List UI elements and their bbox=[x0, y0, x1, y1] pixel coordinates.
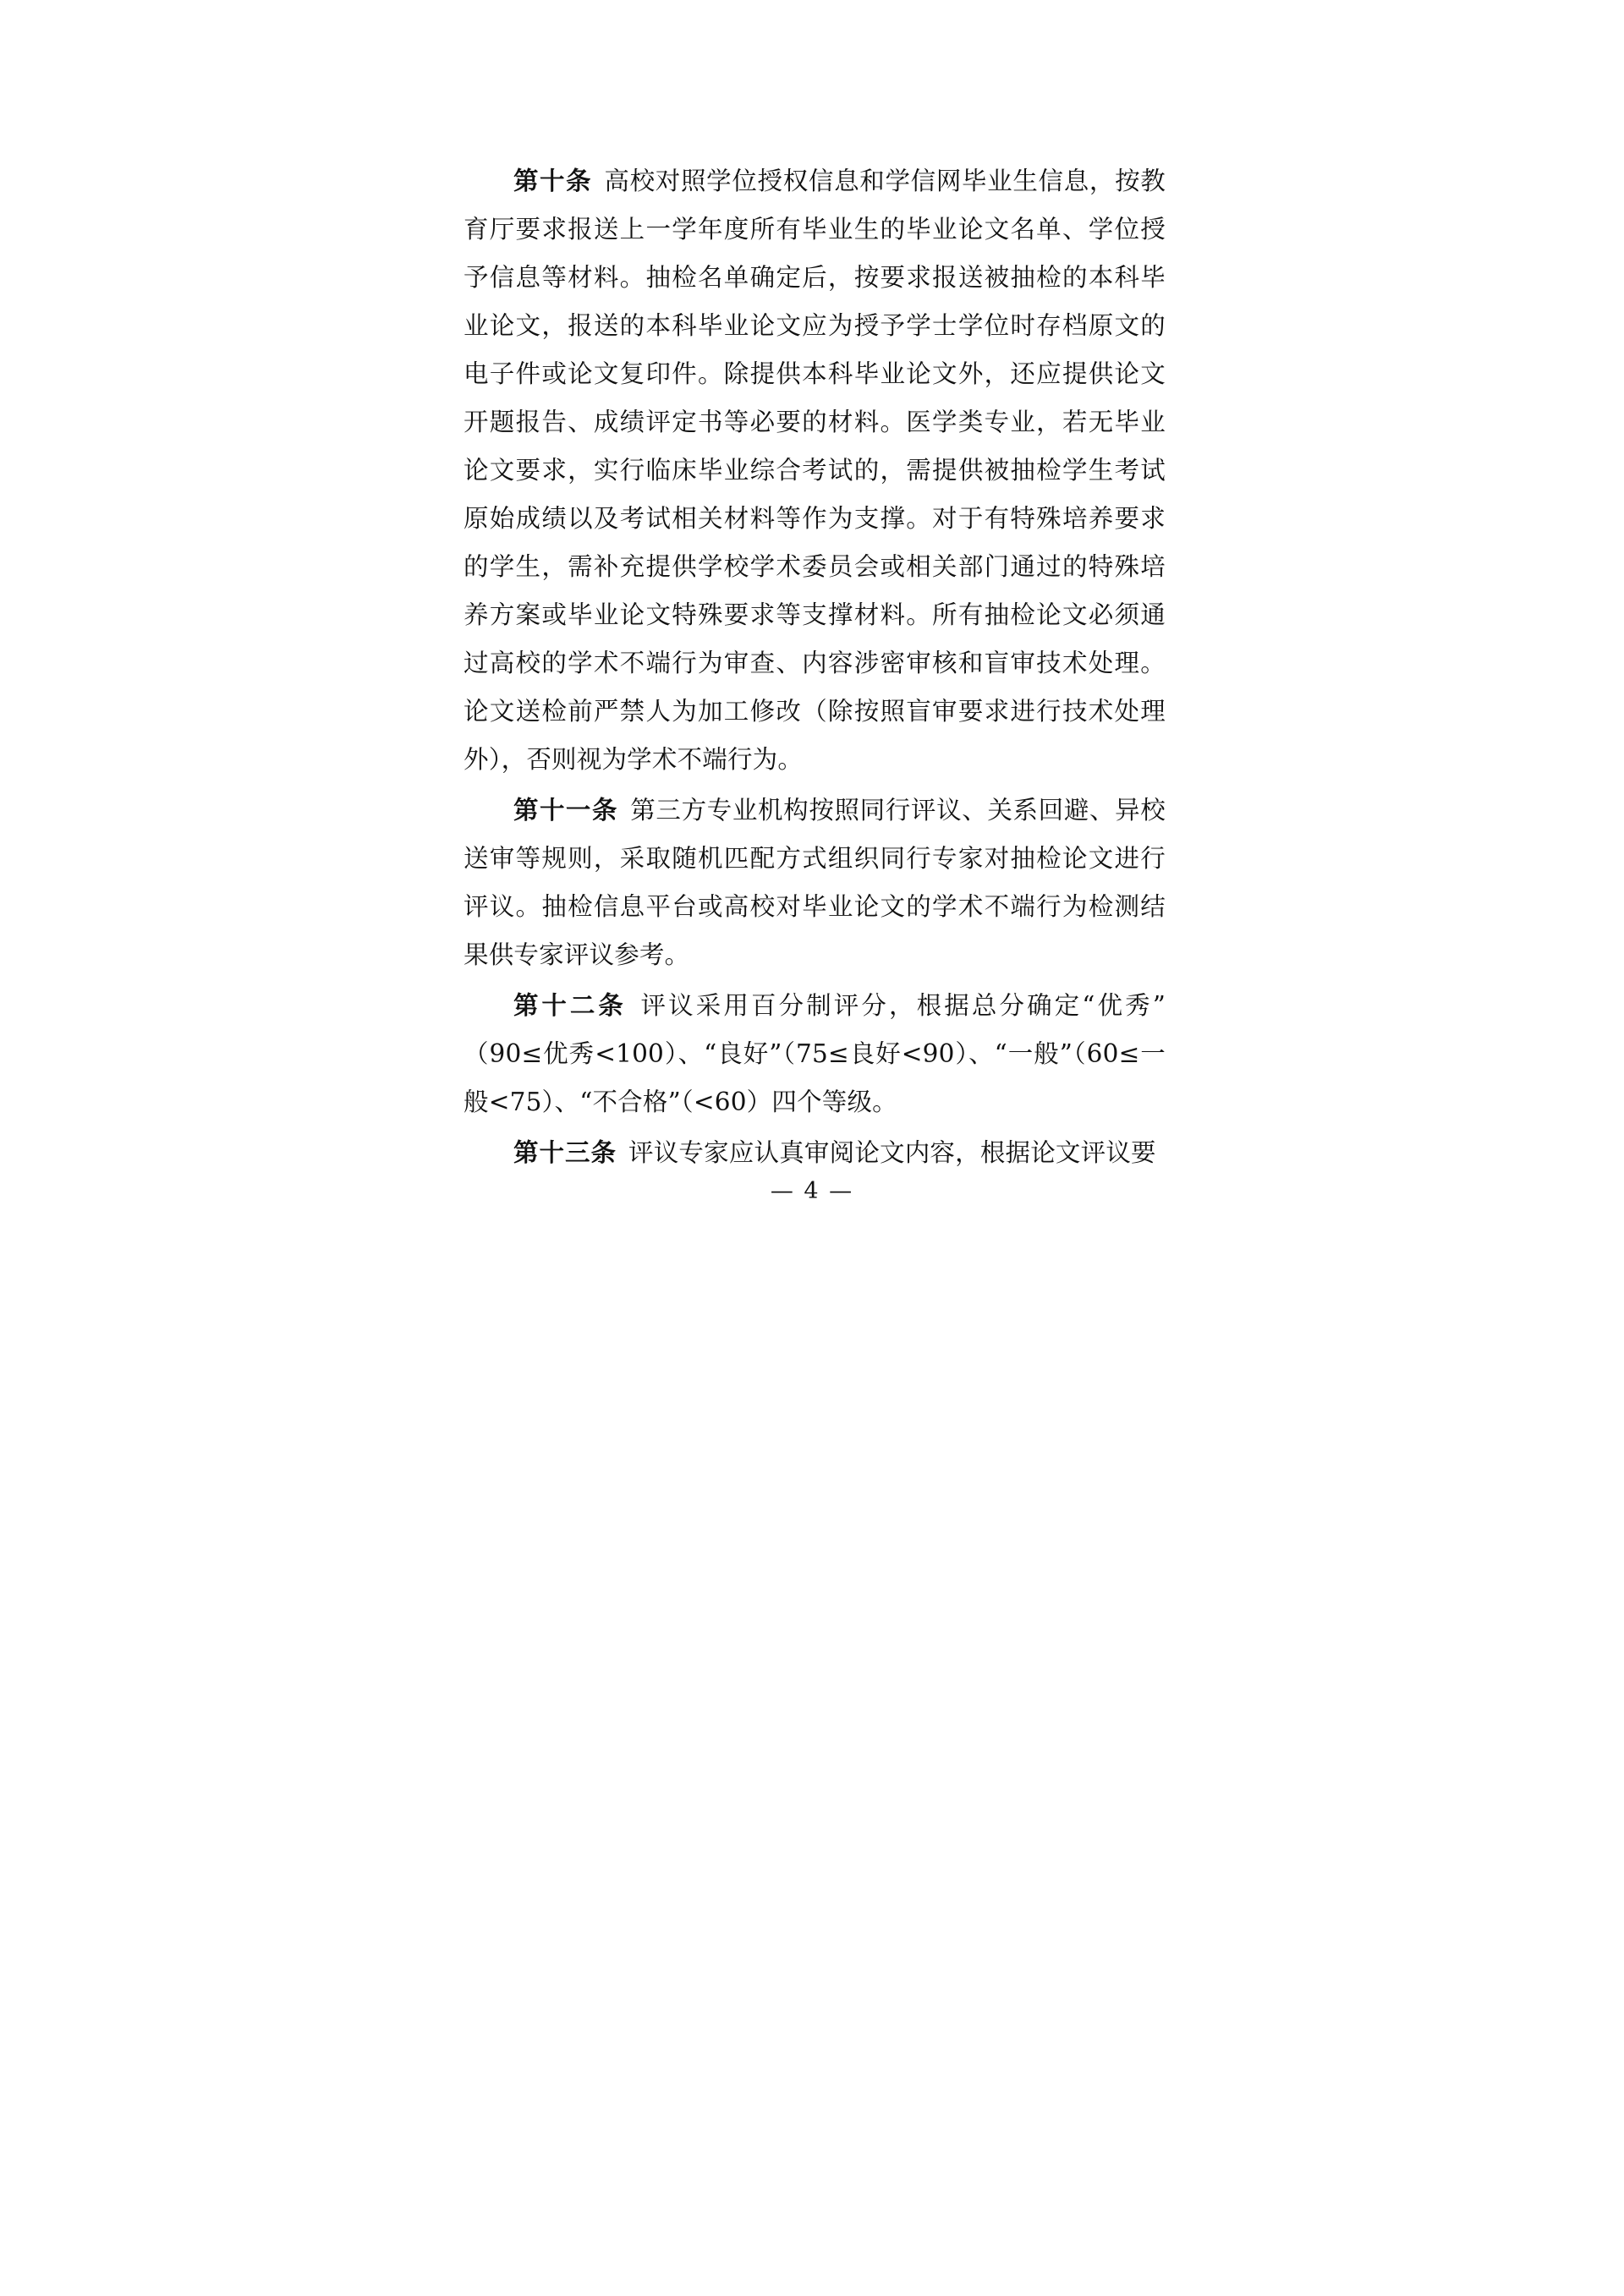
article-10-heading: 第十条 bbox=[513, 166, 592, 195]
article-10-text: 高校对照学位授权信息和学信网毕业生信息，按教育厅要求报送上一学年度所有毕业生的毕业论文名单、学位授予信息等材料。抽检名单确定后，按要求报送被抽检的本科毕业论文，报送的本科毕业论文应为授予学士学位时存档原文的电子件或论文复印件。除提供本科毕业论文外，还应提供论文开题报告、成绩评定书等必要的材料。医学类专业，若无毕业论文要求，实行临床毕业综合考试的，需提供被抽检学生考试原始成绩以及考试相关材料等作为支撑。对于有特殊培养要求的学生，需补充提供学校学术委员会或相关部门通过的特殊培养方案或毕业论文特殊要求等支撑材料。所有抽检论文必须通过高校的学术不端行为审查、内容涉密审核和盲审技术处理。论文送检前严禁人为加工修改（除按照盲审要求进行技术处理外），否则视为学术不端行为。 bbox=[464, 167, 1166, 774]
paragraph-article-12 bbox=[464, 981, 1166, 1126]
document-page bbox=[338, 0, 1286, 1340]
page-number: — 4 — bbox=[770, 1178, 854, 1204]
document-body bbox=[464, 156, 1166, 1179]
article-13-heading: 第十三条 bbox=[513, 1137, 617, 1167]
paragraph-article-10 bbox=[464, 156, 1166, 784]
article-11-text: 第三方专业机构按照同行评议、关系回避、异校送审等规则，采取随机匹配方式组织同行专家对抽检论文进行评议。抽检信息平台或高校对毕业论文的学术不端行为检测结果供专家评议参考。 bbox=[464, 796, 1166, 969]
article-13-text: 评议专家应认真审阅论文内容，根据论文评议要 bbox=[628, 1138, 1156, 1167]
paragraph-article-13 bbox=[464, 1128, 1166, 1177]
article-12-heading: 第十二条 bbox=[513, 990, 627, 1020]
article-11-heading: 第十一条 bbox=[513, 795, 618, 825]
paragraph-article-11 bbox=[464, 786, 1166, 979]
article-12-text: 评议采用百分制评分，根据总分确定“优秀”（90≤优秀<100）、“良好”（75≤良好<90）、“一般”（60≤一般<75）、“不合格”（<60）四个等级。 bbox=[464, 991, 1166, 1116]
